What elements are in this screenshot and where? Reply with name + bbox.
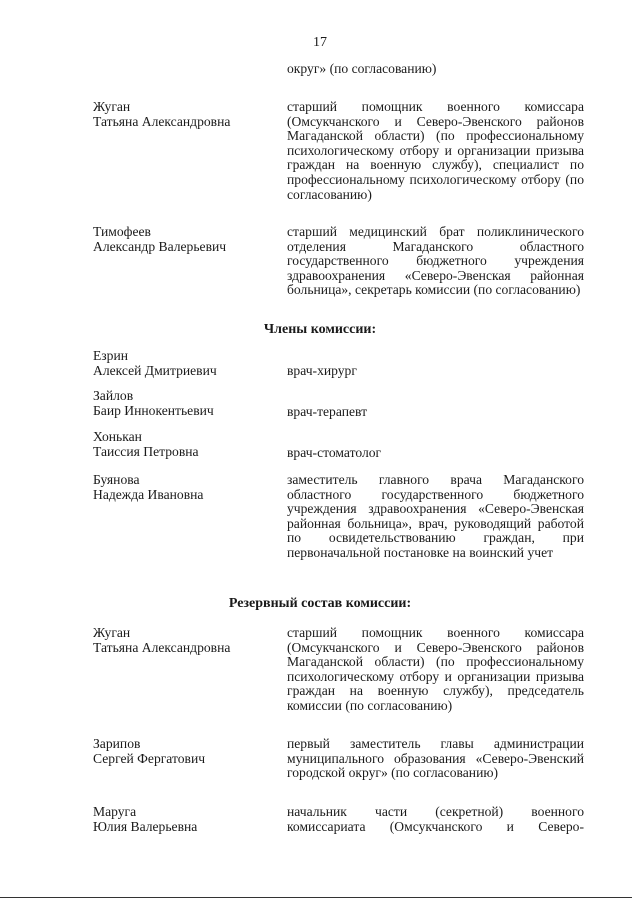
reserve-member-role: начальник части (секретной) военного комиссариата (Омсукчанского и Северо- — [287, 804, 584, 834]
member-name: Буянова Надежда Ивановна — [93, 472, 204, 502]
reserve-member-role: первый заместитель главы администрации муниципального образования «Северо-Эвенский городской округ» (по согласованию) — [287, 736, 584, 781]
member-name: Зайлов Баир Иннокентьевич — [93, 388, 214, 418]
member-role: старший помощник военного комиссара (Омсукчанского и Северо-Эвенского районов Магаданской области) (по профессиональному психологическому отбору и организации призыва граждан на военную службу), специалист по профессиональному психологическому отбору (по согласованию) — [287, 99, 584, 202]
reserve-member-name: Зарипов Сергей Фергатович — [93, 736, 206, 766]
reserve-member-name: Маруга Юлия Валерьевна — [93, 804, 198, 834]
member-name: Хонькан Таиссия Петровна — [93, 429, 199, 459]
reserve-member-role: старший помощник военного комиссара (Омсукчанского и Северо-Эвенского районов Магаданской области) (по профессиональному психологическому отбору и организации призыва граждан на военную службу), председатель комиссии (по согласованию) — [287, 625, 584, 713]
member-role: старший медицинский брат поликлинического отделения Магаданского областного государственного бюджетного учреждения здравоохранения «Северо-Эвенская районная больница», секретарь комиссии (по согласованию) — [287, 224, 584, 298]
page-bottom-rule — [0, 897, 632, 898]
member-role: врач-терапевт — [287, 404, 368, 419]
member-name: Тимофеев Александр Валерьевич — [93, 224, 227, 254]
reserve-member-name: Жуган Татьяна Александровна — [93, 625, 231, 655]
page-number: 17 — [313, 35, 327, 50]
reserve-heading: Резервный состав комиссии: — [228, 596, 412, 611]
member-name: Езрин Алексей Дмитриевич — [93, 348, 217, 378]
member-name: Жуган Татьяна Александровна — [93, 99, 231, 129]
members-heading: Члены комиссии: — [263, 322, 377, 337]
member-role: врач-хирург — [287, 363, 357, 378]
member-role: заместитель главного врача Магаданского областного государственного бюджетного учреждения здравоохранения «Северо-Эвенская районная больница», врач, руководящий работой по освидетельствованию граждан, при первоначальной постановке на воинский учет — [287, 472, 584, 560]
role-continuation: округ» (по согласованию) — [287, 61, 437, 76]
member-role: врач-стоматолог — [287, 445, 382, 460]
